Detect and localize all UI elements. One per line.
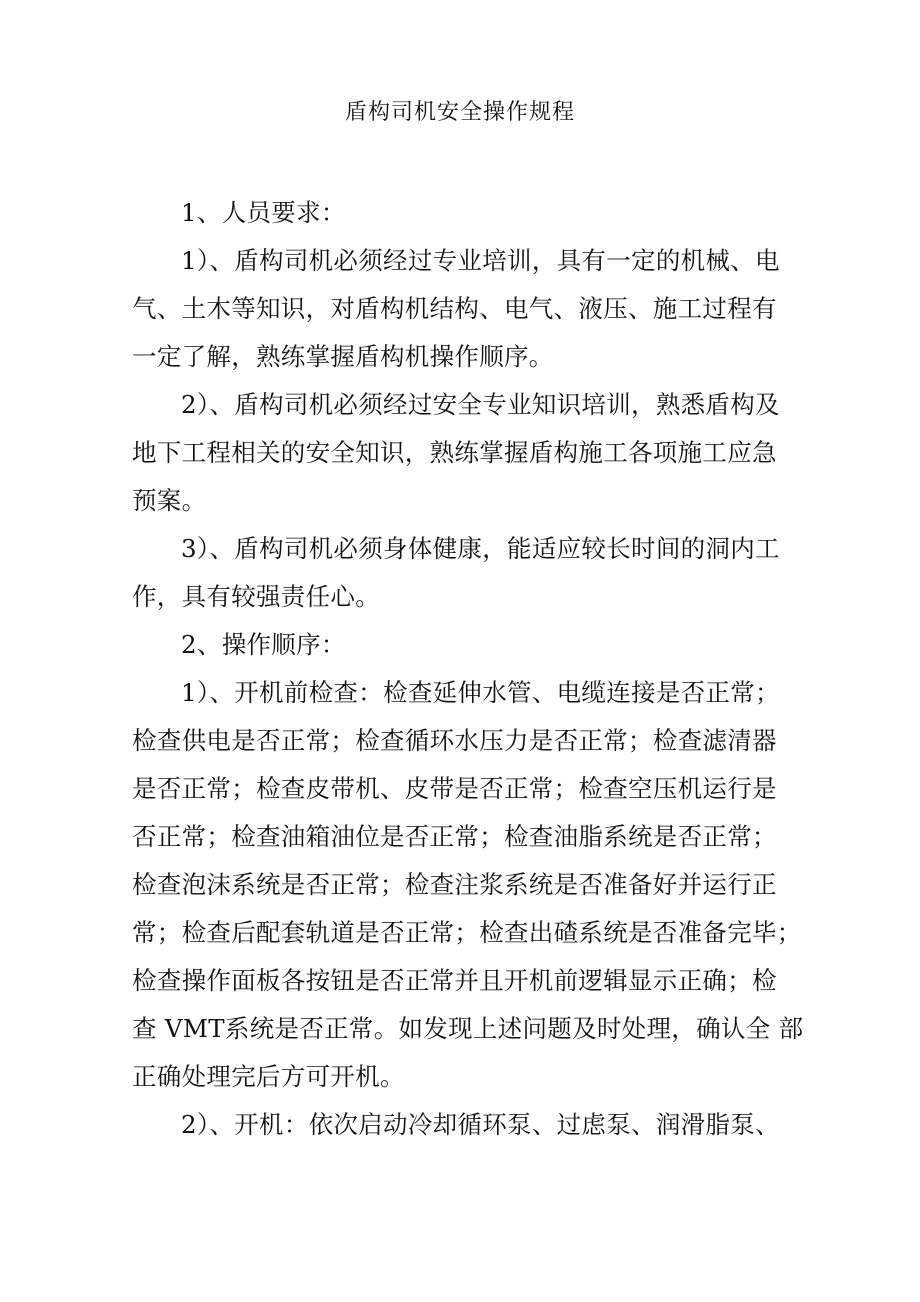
page-title: 盾构司机安全操作规程: [344, 100, 575, 125]
paragraph-line: 作，具有较强责任心。: [132, 582, 380, 611]
paragraph-line: 查 VMT系统是否正常。如发现上述问题及时处理，确认全 部: [132, 1014, 804, 1043]
section-heading-personnel: 1、人员要求：: [181, 198, 346, 227]
paragraph-line: 地下工程相关的安全知识，熟练掌握盾构施工各项施工应急: [132, 438, 777, 467]
section-heading-operation: 2、操作顺序：: [181, 630, 346, 659]
paragraph-line: 是否正常；检查皮带机、皮带是否正常；检查空压机运行是: [132, 774, 777, 803]
paragraph-line: 检查操作面板各按钮是否正常并且开机前逻辑显示正确；检: [132, 966, 777, 995]
paragraph-line: 1）、盾构司机必须经过专业培训，具有一定的机械、电: [181, 246, 780, 275]
paragraph-line: 气、土木等知识，对盾构机结构、电气、液压、施工过程有: [132, 294, 777, 323]
paragraph-line: 检查泡沫系统是否正常；检查注浆系统是否准备好并运行正: [132, 870, 777, 899]
paragraph-line: 检查供电是否正常；检查循环水压力是否正常；检查滤清器: [132, 726, 777, 755]
paragraph-line: 3）、盾构司机必须身体健康，能适应较长时间的洞内工: [181, 534, 780, 563]
paragraph-line: 1）、开机前检查：检查延伸水管、电缆连接是否正常；: [181, 678, 780, 707]
paragraph-line: 2）、盾构司机必须经过安全专业知识培训，熟悉盾构及: [181, 390, 780, 419]
paragraph-line: 否正常；检查油箱油位是否正常；检查油脂系统是否正常；: [132, 822, 777, 851]
paragraph-line: 常；检查后配套轨道是否正常；检查出碴系统是否准备完毕；: [132, 918, 802, 947]
paragraph-line: 预案。: [132, 486, 207, 515]
paragraph-line: 正确处理完后方可开机。: [132, 1062, 405, 1091]
paragraph-line: 2）、开机：依次启动冷却循环泵、过虑泵、润滑脂泵、: [181, 1110, 780, 1139]
paragraph-line: 一定了解，熟练掌握盾构机操作顺序。: [132, 342, 554, 371]
